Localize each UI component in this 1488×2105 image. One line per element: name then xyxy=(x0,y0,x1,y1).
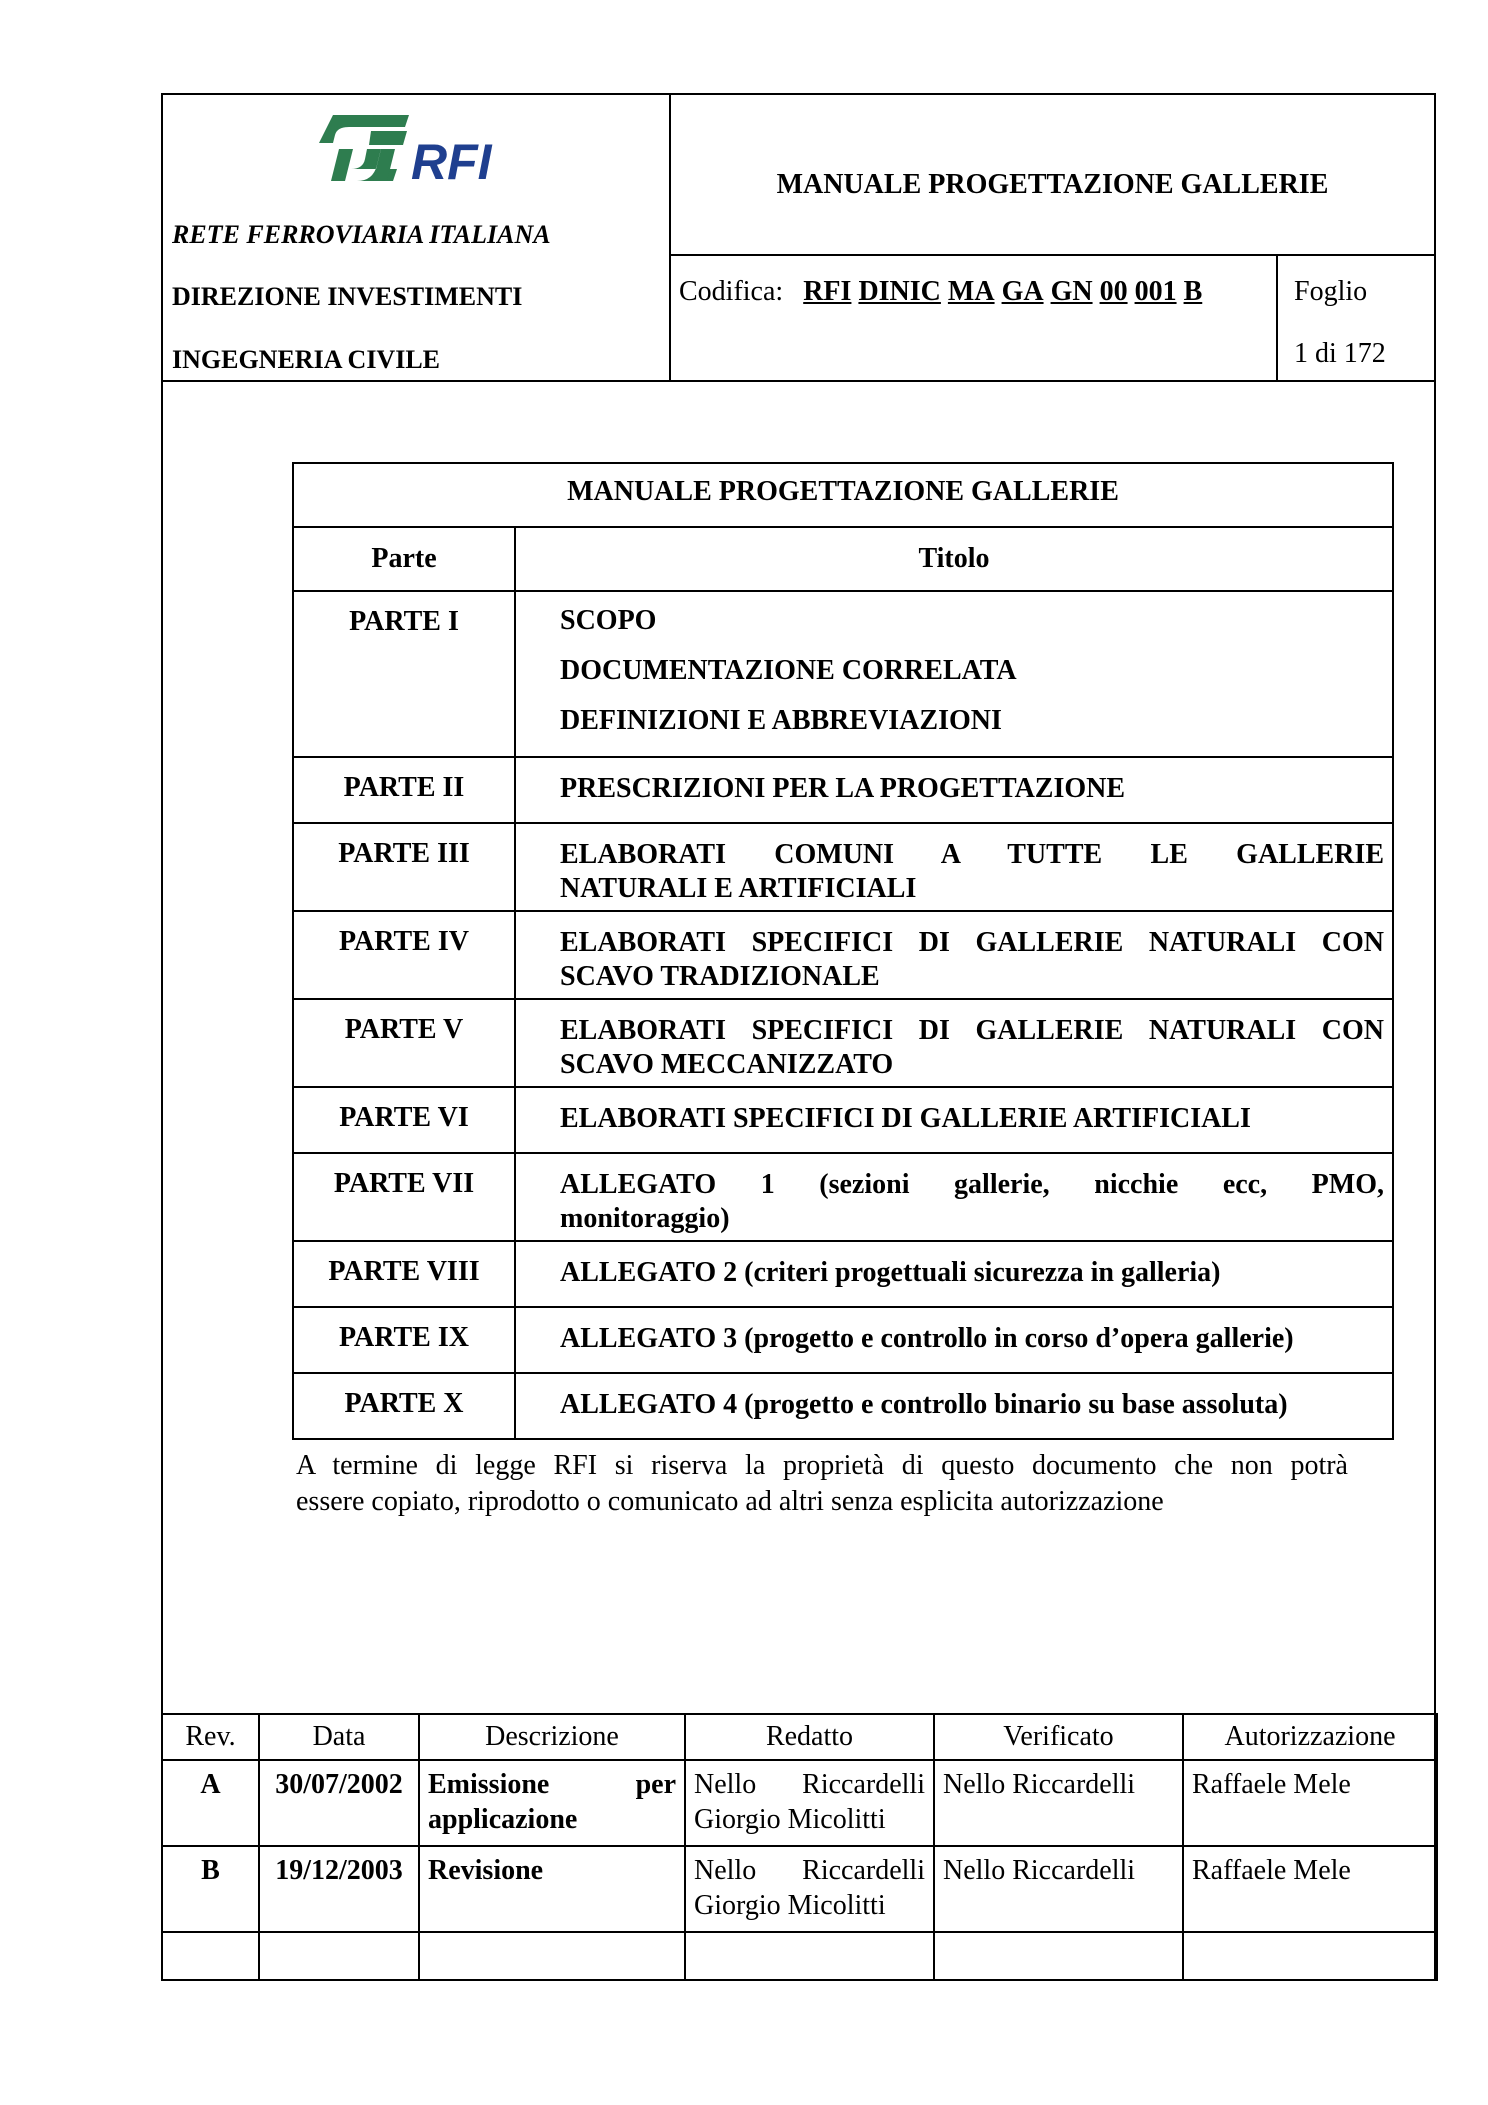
col-header-drafted: Redatto xyxy=(685,1714,934,1760)
part-label: PARTE X xyxy=(293,1373,515,1439)
parts-table-title: MANUALE PROGETTAZIONE GALLERIE xyxy=(293,463,1393,527)
drafted-line: Nello Riccardelli xyxy=(694,1855,925,1886)
table-row xyxy=(293,1307,1393,1373)
table-row xyxy=(293,591,1393,757)
rev-authorized: Raffaele Mele xyxy=(1183,1846,1437,1932)
title-line: SCAVO MECCANIZZATO xyxy=(560,1049,894,1080)
code-label: Codifica: xyxy=(679,276,784,307)
notice-line: essere copiato, riprodotto o comunicato ad altri senza esplicita autorizzazione xyxy=(296,1486,1164,1517)
part-label: PARTE VI xyxy=(293,1087,515,1153)
title-line: DOCUMENTAZIONE CORRELATA xyxy=(560,655,1017,686)
table-row xyxy=(293,1087,1393,1153)
table-row xyxy=(162,1846,1437,1932)
parts-table xyxy=(292,462,1394,1440)
code-segment: 001 xyxy=(1134,276,1177,307)
revision-table xyxy=(161,1713,1438,1981)
code-segment: MA xyxy=(947,276,995,307)
part-title xyxy=(515,591,1393,757)
title-line: monitoraggio) xyxy=(560,1203,730,1234)
part-label: PARTE IV xyxy=(293,911,515,999)
part-title xyxy=(515,1241,1393,1307)
rfi-logo xyxy=(311,109,521,187)
description-line: Revisione xyxy=(428,1855,544,1886)
part-title xyxy=(515,823,1393,911)
part-label: PARTE III xyxy=(293,823,515,911)
header-title-block xyxy=(671,95,1434,256)
drafted-line: Nello Riccardelli xyxy=(694,1769,925,1800)
table-row xyxy=(293,1241,1393,1307)
empty-cell xyxy=(934,1932,1183,1980)
ownership-notice xyxy=(296,1448,1348,1520)
part-title xyxy=(515,1087,1393,1153)
org-name: RETE FERROVIARIA ITALIANA xyxy=(172,220,551,249)
part-label: PARTE II xyxy=(293,757,515,823)
table-row xyxy=(293,911,1393,999)
description-line: Emissione per xyxy=(428,1769,676,1800)
empty-cell xyxy=(685,1932,934,1980)
org-department: INGEGNERIA CIVILE xyxy=(172,345,441,374)
header-org-block xyxy=(163,95,671,382)
logo-text: RFI xyxy=(411,134,492,187)
rev-drafted xyxy=(685,1846,934,1932)
col-header-authorized: Autorizzazione xyxy=(1183,1714,1437,1760)
drafted-line: Giorgio Micolitti xyxy=(694,1890,886,1921)
doc-title: MANUALE PROGETTAZIONE GALLERIE xyxy=(776,168,1329,200)
rev-description xyxy=(419,1760,685,1846)
header-code-block xyxy=(671,256,1278,382)
title-line: DEFINIZIONI E ABBREVIAZIONI xyxy=(560,705,1002,736)
part-title xyxy=(515,911,1393,999)
part-label: PARTE VII xyxy=(293,1153,515,1241)
title-line: ALLEGATO 1 (sezioni gallerie, nicchie ecc, PMO, xyxy=(560,1169,1384,1200)
table-row xyxy=(162,1932,1437,1980)
rev-verified: Nello Riccardelli xyxy=(934,1760,1183,1846)
title-line: ELABORATI SPECIFICI DI GALLERIE NATURALI CON xyxy=(560,927,1384,958)
col-header-rev: Rev. xyxy=(162,1714,259,1760)
part-title xyxy=(515,1153,1393,1241)
code-segment: B xyxy=(1183,276,1203,307)
col-header-description: Descrizione xyxy=(419,1714,685,1760)
rev-description xyxy=(419,1846,685,1932)
title-line: ALLEGATO 3 (progetto e controllo in corso d’opera gallerie) xyxy=(560,1323,1294,1354)
code-segment: GN xyxy=(1050,276,1093,307)
part-title xyxy=(515,757,1393,823)
part-title xyxy=(515,999,1393,1087)
table-row xyxy=(293,1373,1393,1439)
col-header-part: Parte xyxy=(293,527,515,591)
rev-date: 19/12/2003 xyxy=(259,1846,419,1932)
table-row xyxy=(162,1760,1437,1846)
rev-id: B xyxy=(162,1846,259,1932)
sheet-label: Foglio xyxy=(1294,276,1368,307)
table-row xyxy=(293,1153,1393,1241)
part-label: PARTE I xyxy=(293,591,515,757)
code-segment: GA xyxy=(1001,276,1044,307)
rev-date: 30/07/2002 xyxy=(259,1760,419,1846)
doc-code xyxy=(679,276,1209,308)
part-title xyxy=(515,1307,1393,1373)
title-line: ELABORATI COMUNI A TUTTE LE GALLERIE xyxy=(560,839,1384,870)
empty-cell xyxy=(1183,1932,1437,1980)
title-line: ALLEGATO 4 (progetto e controllo binario su base assoluta) xyxy=(560,1389,1288,1420)
rev-drafted xyxy=(685,1760,934,1846)
title-line: SCOPO xyxy=(560,605,657,636)
empty-cell xyxy=(419,1932,685,1980)
table-row xyxy=(293,823,1393,911)
title-line: ALLEGATO 2 (criteri progettuali sicurezza in galleria) xyxy=(560,1257,1221,1288)
code-segment: RFI xyxy=(803,276,852,307)
col-header-date: Data xyxy=(259,1714,419,1760)
drafted-line: Giorgio Micolitti xyxy=(694,1804,886,1835)
sheet-number: 1 di 172 xyxy=(1294,338,1386,369)
table-row xyxy=(293,999,1393,1087)
title-line: ELABORATI SPECIFICI DI GALLERIE ARTIFICIALI xyxy=(560,1103,1251,1134)
description-line: applicazione xyxy=(428,1804,578,1835)
empty-cell xyxy=(259,1932,419,1980)
empty-cell xyxy=(162,1932,259,1980)
table-row xyxy=(293,757,1393,823)
title-line: PRESCRIZIONI PER LA PROGETTAZIONE xyxy=(560,773,1126,804)
part-label: PARTE V xyxy=(293,999,515,1087)
part-label: PARTE IX xyxy=(293,1307,515,1373)
part-label: PARTE VIII xyxy=(293,1241,515,1307)
title-line: NATURALI E ARTIFICIALI xyxy=(560,873,917,904)
title-line: ELABORATI SPECIFICI DI GALLERIE NATURALI CON xyxy=(560,1015,1384,1046)
rev-id: A xyxy=(162,1760,259,1846)
rev-authorized: Raffaele Mele xyxy=(1183,1760,1437,1846)
part-title xyxy=(515,1373,1393,1439)
col-header-verified: Verificato xyxy=(934,1714,1183,1760)
code-segment: DINIC xyxy=(858,276,941,307)
rev-verified: Nello Riccardelli xyxy=(934,1846,1183,1932)
col-header-title: Titolo xyxy=(515,527,1393,591)
code-segment: 00 xyxy=(1099,276,1128,307)
org-direction: DIREZIONE INVESTIMENTI xyxy=(172,282,523,311)
notice-line: A termine di legge RFI si riserva la proprietà di questo documento che non potrà xyxy=(296,1450,1348,1481)
title-line: SCAVO TRADIZIONALE xyxy=(560,961,880,992)
header-sheet-block xyxy=(1278,256,1434,382)
